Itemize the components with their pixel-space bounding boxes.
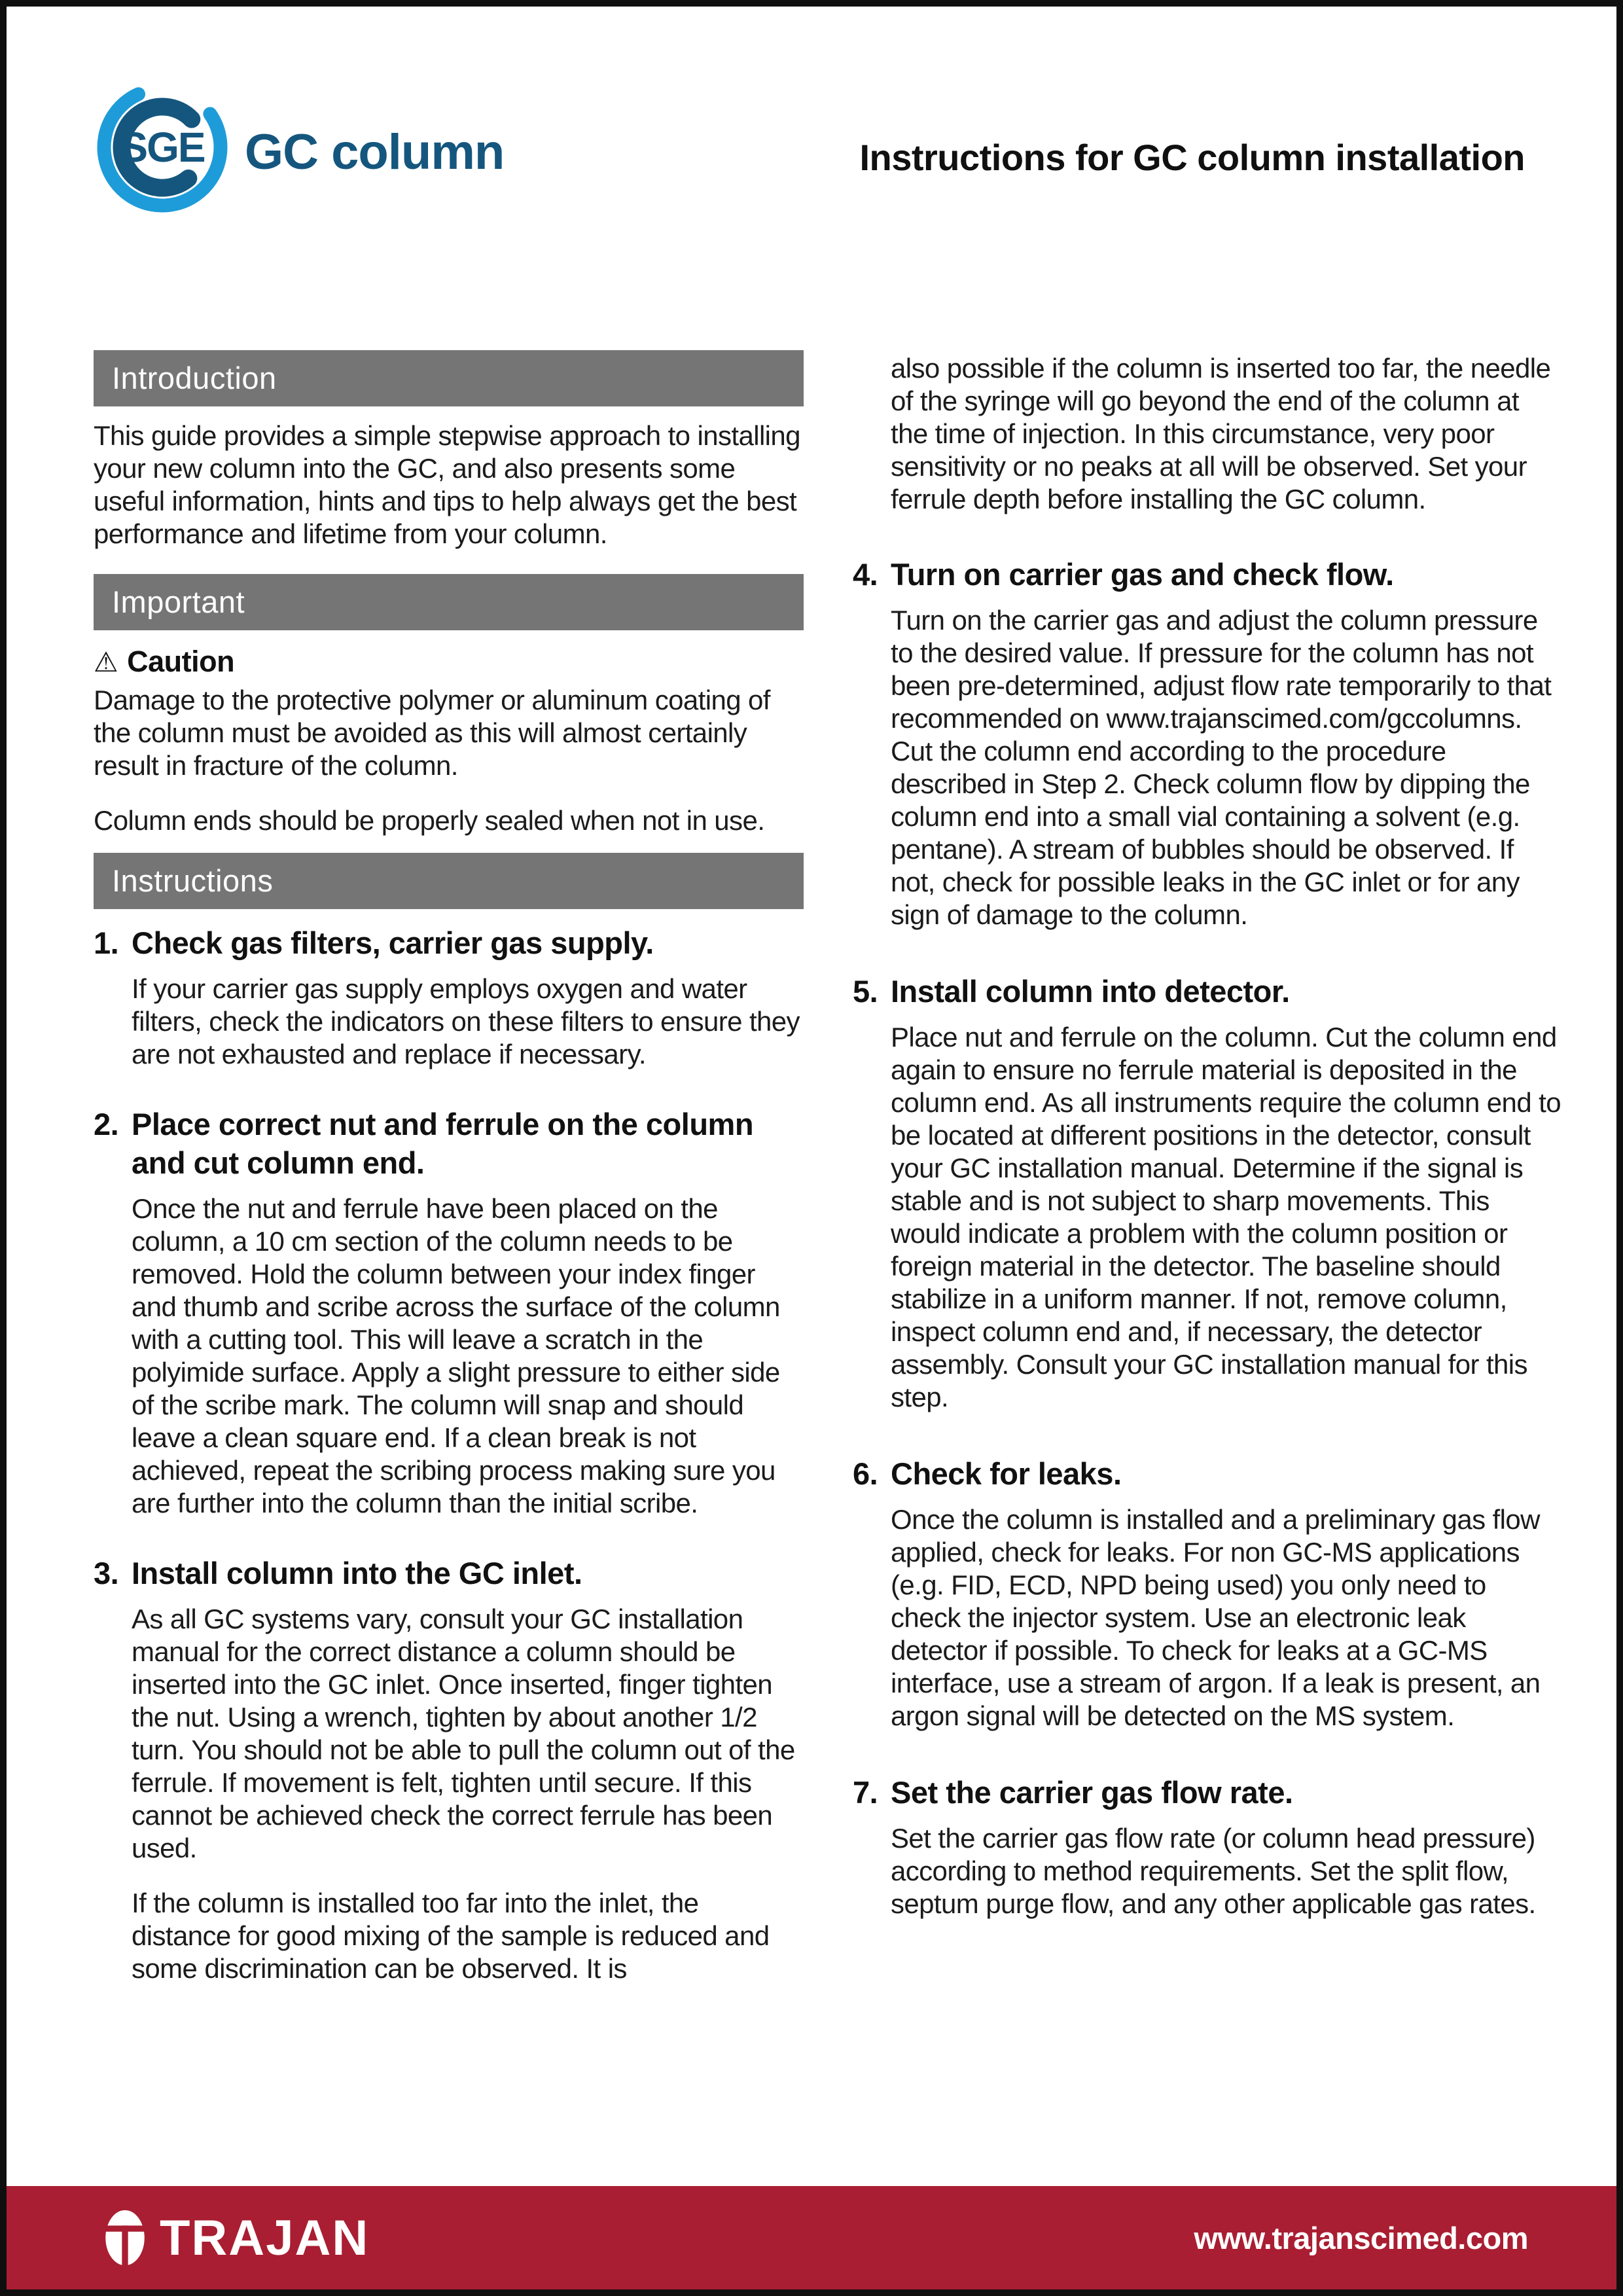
step-2-heading	[94, 1105, 804, 1182]
step-paragraph: Once the column is installed and a preliminary gas flow applied, check for leaks. For non GC-MS applications (e.g. FID, ECD, NPD being used) you only need to check the injector system. Use an electronic leak detector if possible. To check for leaks at a GC-MS interface, use a stream of argon. If a leak is present, an argon signal will be detected on the MS system.	[891, 1504, 1541, 1731]
step-number: 7.	[853, 1775, 878, 1810]
step-2	[94, 1105, 804, 1520]
step-title: Place correct nut and ferrule on the column and cut column end.	[132, 1107, 754, 1180]
step-5-heading	[853, 972, 1563, 1011]
step-paragraph: Place nut and ferrule on the column. Cut the column end again to ensure no ferrule material is deposited in the column end. As all instruments require the column end to be located at different positions in the detector, consult your GC installation manual. Determine if the signal is stable and is not subject to sharp movements. This would indicate a problem with the column position or foreign material in the detector. The baseline should stabilize in a uniform manner. If not, remove column, inspect column end and, if necessary, the detector assembly. Consult your GC installation manual for this step.	[891, 1022, 1561, 1412]
step-6-heading	[853, 1454, 1563, 1493]
sge-logo	[97, 77, 504, 218]
caution-paragraph: Damage to the protective polymer or aluminum coating of the column must be avoided as this will almost certainly result in fracture of the column.	[94, 685, 770, 781]
section-header-important: Important	[94, 574, 804, 630]
step-number: 4.	[853, 557, 878, 592]
step-number: 1.	[94, 925, 119, 960]
step-title: Check for leaks.	[891, 1456, 1122, 1491]
step-number: 2.	[94, 1107, 119, 1141]
sge-logo-icon	[97, 77, 228, 218]
right-column	[853, 352, 1563, 1920]
section-header-instructions: Instructions	[94, 853, 804, 909]
step-paragraph: As all GC systems vary, consult your GC installation manual for the correct distance a column should be inserted into the GC inlet. Once inserted, finger tighten the nut. Using a wrench, tighten by about another 1/2 turn. You should not be able to pull the column out of the ferrule. If movement is felt, tighten until secure. If this cannot be achieved check the correct ferrule has been used.	[132, 1604, 795, 1863]
section-header-introduction: Introduction	[94, 350, 804, 406]
page-title: Instructions for GC column installation	[859, 137, 1525, 178]
step-1-heading	[94, 924, 804, 962]
step-3-continued-paragraph: also possible if the column is inserted too far, the needle of the syringe will go beyond the end of the column at the time of injection. In this circumstance, very poor sensitivity or no peaks at all will be observed. Set your ferrule depth before installing the GC column.	[891, 353, 1551, 514]
caution-heading	[94, 645, 804, 679]
step-4	[853, 555, 1563, 931]
step-5	[853, 972, 1563, 1414]
step-1	[94, 924, 804, 1071]
left-column	[94, 350, 804, 1985]
step-paragraph: If the column is installed too far into the inlet, the distance for good mixing of the sample is reduced and some discrimination can be observed. It is	[132, 1888, 770, 1984]
step-title: Install column into the GC inlet.	[132, 1556, 582, 1590]
step-number: 5.	[853, 974, 878, 1009]
step-4-heading	[853, 555, 1563, 594]
step-title: Install column into detector.	[891, 974, 1290, 1009]
warning-triangle-icon: ⚠	[94, 647, 118, 677]
step-paragraph: Once the nut and ferrule have been placed on the column, a 10 cm section of the column needs to be removed. Hold the column between your index finger and thumb and scribe across the surface of the column with a cutting tool. This will leave a scratch in the polyimide surface. Apply a slight pressure to either side of the scribe mark. The column will snap and should leave a clean square end. If a clean break is not achieved, repeat the scribing process making sure you are further into the column than the initial scribe.	[132, 1193, 780, 1518]
step-number: 6.	[853, 1456, 878, 1491]
step-3-heading	[94, 1554, 804, 1592]
footer-website: www.trajanscimed.com	[1194, 2220, 1528, 2255]
step-7-heading	[853, 1773, 1563, 1812]
step-paragraph: Set the carrier gas flow rate (or column head pressure) according to method requirements. Set the split flow, septum purge flow, and any other applicable gas rates.	[891, 1823, 1536, 1919]
step-number: 3.	[94, 1556, 119, 1590]
step-3	[94, 1554, 804, 1985]
introduction-paragraph: This guide provides a simple stepwise approach to installing your new column into the GC, and also presents some useful information, hints and tips to help always get the best performance and lifetime from your column.	[94, 420, 800, 549]
step-title: Turn on carrier gas and check flow.	[891, 557, 1394, 592]
trajan-logo-icon	[105, 2209, 145, 2267]
step-6	[853, 1454, 1563, 1732]
step-title: Check gas filters, carrier gas supply.	[132, 925, 654, 960]
caution-paragraph: Column ends should be properly sealed when not in use.	[94, 805, 765, 836]
step-paragraph: If your carrier gas supply employs oxygen and water filters, check the indicators on these filters to ensure they are not exhausted and replace if necessary.	[132, 973, 800, 1069]
step-7	[853, 1773, 1563, 1920]
sge-logo-text: SGE	[120, 124, 205, 171]
logo-product-name: GC column	[245, 124, 505, 180]
trajan-brand-name: TRAJAN	[160, 2210, 370, 2266]
step-title: Set the carrier gas flow rate.	[891, 1775, 1293, 1810]
caution-label: Caution	[127, 645, 235, 678]
step-paragraph: Turn on the carrier gas and adjust the column pressure to the desired value. If pressure for the column has not been pre-determined, adjust flow rate temporarily to that recommended on www.trajanscimed.com/gccolumns. Cut the column end according to the procedure described in Step 2. Check column flow by dipping the column end into a small vial containing a solvent (e.g. pentane). A stream of bubbles should be observed. If not, check for possible leaks in the GC inlet or for any sign of damage to the column.	[891, 605, 1552, 930]
trajan-logo	[105, 2209, 369, 2267]
footer-bar	[7, 2186, 1616, 2289]
